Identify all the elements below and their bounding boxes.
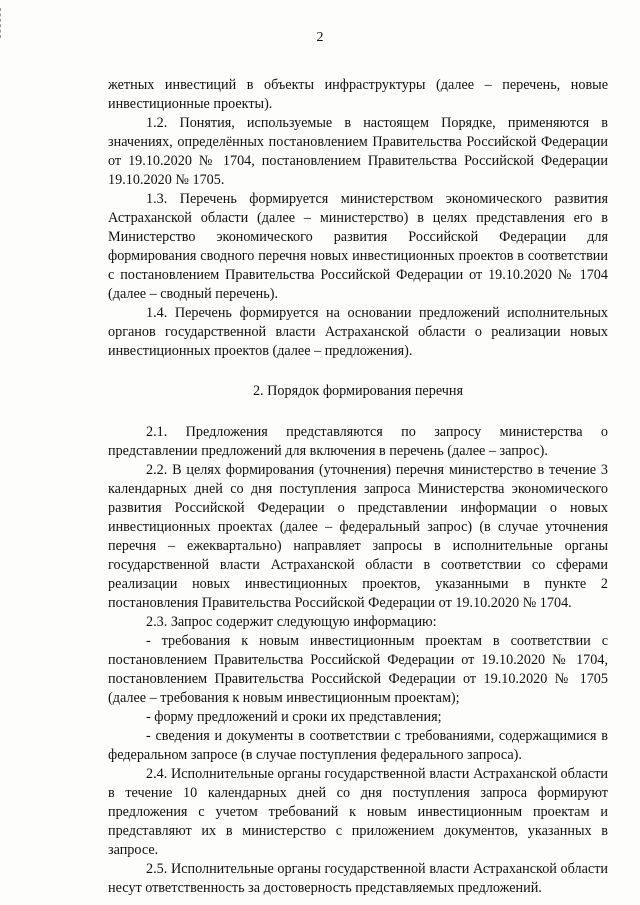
paragraph-2-5: 2.5. Исполнительные органы государственной власти Астраханской области несут ответственность за достоверность представляемых предложений.	[108, 861, 608, 896]
page-number: 2	[316, 30, 324, 45]
document-body	[108, 76, 608, 898]
paragraph-1-3: 1.3. Перечень формируется министерством экономического развития Астраханской области (далее – министерство) в целях представления его в Министерство экономического развития Российской Федерации для формирования сводного перечня новых инвестиционных проектов в соответствии с постановлением Правительства Российской Федерации от 19.10.2020 № 1704 (далее – сводный перечень).	[108, 191, 608, 302]
paragraph-2-4: 2.4. Исполнительные органы государственной власти Астраханской области в течение 10 календарных дней со дня поступления запроса формируют предложения с учетом требований к новым инвестиционным проектам и представляют их в министерство с приложением документов, указанных в запросе.	[108, 766, 608, 858]
list-item-requirements: - требования к новым инвестиционным проектам в соответствии с постановлением Правительства Российской Федерации от 19.10.2020 № 1704, постановлением Правительства Российской Федерации от 19.10.2020 № 1705 (далее – требования к новым инвестиционным проектам);	[108, 633, 608, 706]
paragraph-2-1: 2.1. Предложения представляются по запросу министерства о представлении предложений для включения в перечень (далее – запрос).	[108, 424, 608, 459]
section-heading-2: 2. Порядок формирования перечня	[252, 383, 464, 399]
paragraph-continuation: жетных инвестиций в объекты инфраструктуры (далее – перечень, новые инвестиционные проекты).	[108, 77, 608, 112]
paragraph-2-3: 2.3. Запрос содержит следующую информацию:	[146, 614, 437, 630]
paragraph-1-2: 1.2. Понятия, используемые в настоящем Порядке, применяются в значениях, определённых постановлением Правительства Российской Федерации от 19.10.2020 № 1704, постановлением Правительства Российской Федерации 19.10.2020 № 1705.	[108, 115, 608, 188]
list-item-form: - форму предложений и сроки их представления;	[146, 709, 442, 725]
paragraph-1-4: 1.4. Перечень формируется на основании предложений исполнительных органов государственной власти Астраханской области о реализации новых инвестиционных проектов (далее – предложения).	[108, 305, 608, 359]
list-item-documents: - сведения и документы в соответствии с требованиями, содержащимися в федеральном запросе (в случае поступления федерального запроса).	[108, 728, 608, 763]
paragraph-2-2: 2.2. В целях формирования (уточнения) перечня министерство в течение 3 календарных дней со дня поступления запроса Министерства экономического развития Российской Федерации о представлении информации о новых инвестиционных проектах (далее – федеральный запрос) (в случае уточнения перечня – ежеквартально) направляет запросы в исполнительные органы государственной власти Астраханской области в соответствии со сферами реализации новых инвестиционных проектов, указанными в пункте 2 постановления Правительства Российской Федерации от 19.10.2020 № 1704.	[108, 462, 608, 611]
